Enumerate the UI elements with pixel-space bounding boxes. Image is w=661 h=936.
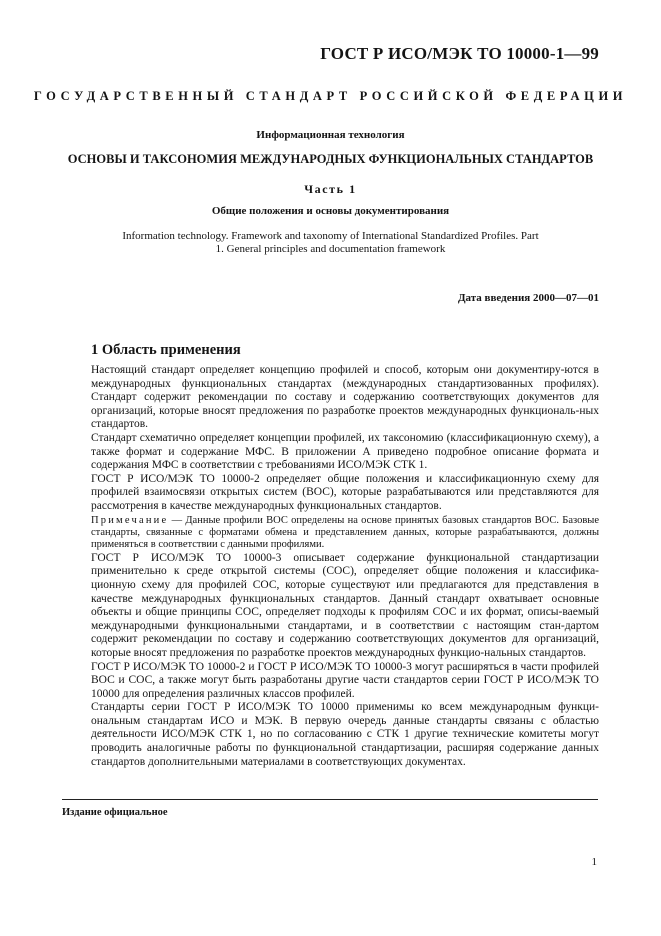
state-standard-heading: ГОСУДАРСТВЕННЫЙ СТАНДАРТ РОССИЙСКОЙ ФЕДЕРАЦИИ — [33, 89, 628, 103]
paragraph: ГОСТ Р ИСО/МЭК ТО 10000-2 и ГОСТ Р ИСО/МЭК ТО 10000-3 могут расширяться в части профилей ВОС и СОС, а также могут быть разработаны другие части стандартов серии ГОСТ Р ИСО/МЭК ТО 10000 для определения различных классов профилей. — [91, 660, 599, 700]
paragraph: ГОСТ Р ИСО/МЭК ТО 10000-2 определяет общие положения и классификационную схему для профилей взаимосвязи открытых систем (ВОС), которые разрабатываются или представляются для рассмотрения в качестве международных функциональных стандартов. — [91, 472, 599, 512]
note-text: — Данные профили ВОС определены на основе принятых базовых стандартов ВОС. Базовые стандарты, связанные с форматами обмена и представлением данных, которые разрабатываются, должны применяться в соответствии с данными профилями. — [91, 514, 599, 551]
paragraph: ГОСТ Р ИСО/МЭК ТО 10000-3 описывает содержание функциональной стандартизации применительно к среде открытой системы (СОС), определяет общие положения и классифика-ционную схему для профилей СОС, которые существуют или предлагаются для представления в качестве международных функциональных стандартов. Данный стандарт охватывает основные объекты и общие принципы СОС, определяет подходы к профилям СОС и их формат, описы-ваемый международными функциональными стандартами, и в соответствии с настоящим стан-дартом содержит рекомендации по составу и содержанию соответствующих документов для организаций, которые вносят предложения по разработке проектов международных функцио-нальных стандартов. — [91, 551, 599, 659]
section-body — [91, 364, 599, 769]
main-title: ОСНОВЫ И ТАКСОНОМИЯ МЕЖДУНАРОДНЫХ ФУНКЦИОНАЛЬНЫХ СТАНДАРТОВ — [67, 152, 594, 166]
note — [91, 515, 599, 552]
english-title: Information technology. Framework and taxonomy of International Standardized Profiles. Part 1. General principles and documentation framework — [122, 230, 539, 255]
paragraph: Стандарты серии ГОСТ Р ИСО/МЭК ТО 10000 применимы ко всем международным функци-ональным стандартам ИСО и МЭК. В первую очередь данные стандарты связаны с областью деятельности ИСО/МЭК СТК 1, но по согласованию с СТК 1 другие технические комитеты могут проводить аналогичные работы по функциональной стандартизации, расширяя содержание данных стандартов дополнительными материалами в соответствующих документах. — [91, 701, 599, 768]
footer-divider — [62, 799, 598, 800]
paragraph: Настоящий стандарт определяет концепцию профилей и способ, которым они документиру-ются в международных функциональных стандартах (международных стандартизованных профилях). Стандарт содержит рекомендации по составу и содержанию соответствующих документов для организаций, которые вносят предложения по разработке проектов международных функциональ-ных стандартов. — [91, 364, 599, 431]
category-title: Информационная технология — [256, 129, 405, 141]
section-heading: 1 Область применения — [91, 342, 241, 358]
official-edition-label: Издание официальное — [62, 807, 168, 818]
introduction-date: Дата введения 2000—07—01 — [457, 292, 599, 304]
part-label: Часть 1 — [304, 182, 357, 196]
document-code: ГОСТ Р ИСО/МЭК ТО 10000-1—99 — [320, 44, 599, 63]
note-label: Примечание — [91, 514, 169, 526]
part-subtitle: Общие положения и основы документирования — [211, 205, 450, 217]
page-number: 1 — [591, 856, 597, 868]
paragraph: Стандарт схематично определяет концепции профилей, их таксономию (классификационную схему), а также формат и содержание МФС. В приложении А приведено подробное описание формата и содержания МФС в соответствии с требованиями ИСО/МЭК СТК 1. — [91, 431, 599, 472]
